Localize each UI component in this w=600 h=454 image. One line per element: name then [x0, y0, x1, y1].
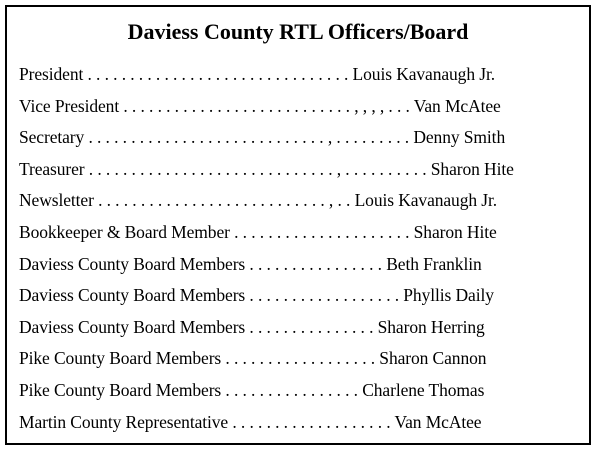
officer-row-daviess-member-1: Daviess County Board Members . . . . . . . . . . . . . . . . Beth Franklin	[19, 253, 482, 274]
officer-row-president: President . . . . . . . . . . . . . . . . . . . . . . . . . . . . . . . Louis Kavanaugh Jr.	[19, 64, 496, 84]
board-title: Daviess County RTL Officers/Board	[127, 19, 469, 44]
officers-board-panel	[5, 5, 591, 445]
officer-row-pike-member-2: Pike County Board Members . . . . . . . . . . . . . . . . Charlene Thomas	[19, 379, 485, 400]
officer-row-newsletter: Newsletter . . . . . . . . . . . . . . . . . . . . . . . . . . . , . . Louis Kavanaugh Jr.	[19, 190, 498, 211]
officer-row-vice-president: Vice President . . . . . . . . . . . . . . . . . . . . . . . . . . . , , , , . . . Van McAtee	[19, 95, 501, 116]
officer-row-treasurer: Treasurer . . . . . . . . . . . . . . . . . . . . . . . . . . . . . , . . . . . . . . . . Sharon Hite	[19, 158, 514, 179]
officer-row-secretary: Secretary . . . . . . . . . . . . . . . . . . . . . . . . . . . . , . . . . . . . . . Denny Smith	[19, 127, 506, 148]
officer-row-pike-member-1: Pike County Board Members . . . . . . . . . . . . . . . . . . Sharon Cannon	[19, 348, 487, 369]
officer-row-bookkeeper: Bookkeeper & Board Member . . . . . . . . . . . . . . . . . . . . . Sharon Hite	[19, 221, 497, 242]
officers-list	[19, 62, 514, 441]
officer-row-daviess-member-2: Daviess County Board Members . . . . . . . . . . . . . . . . . . Phyllis Daily	[19, 285, 494, 306]
officer-row-martin-representative: Martin County Representative . . . . . . . . . . . . . . . . . . . Van McAtee	[19, 411, 482, 432]
officer-row-daviess-member-3: Daviess County Board Members . . . . . . . . . . . . . . . Sharon Herring	[19, 316, 485, 337]
